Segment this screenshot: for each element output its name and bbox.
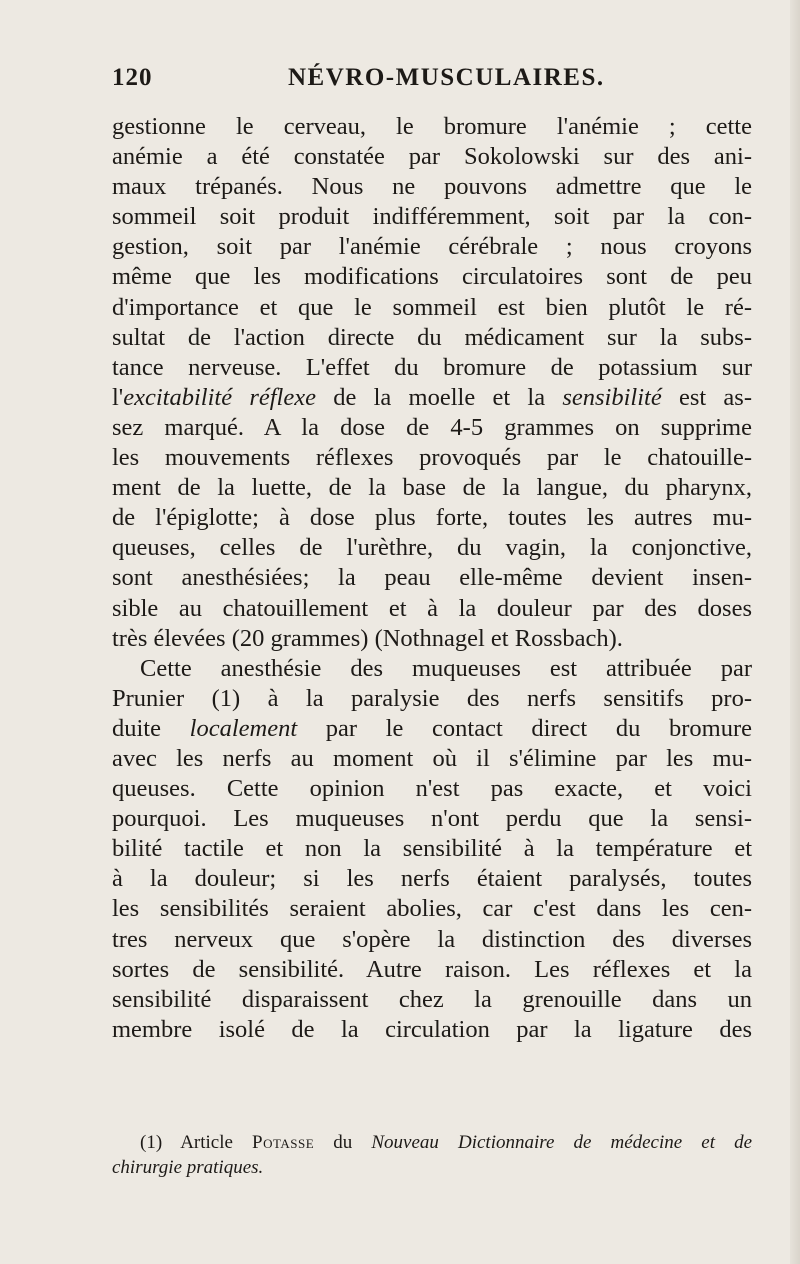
text-line: sez marqué. A la dose de 4-5 grammes on supprime (112, 413, 752, 441)
text-segment: l' (112, 383, 124, 411)
running-title: NÉVRO-MUSCULAIRES. (288, 64, 605, 91)
text-line: Cette anesthésie des muqueuses est attribuée par (140, 654, 752, 682)
text-line: Prunier (1) à la paralysie des nerfs sensitifs pro- (112, 684, 752, 712)
text-line: tance nerveuse. L'effet du bromure de potassium sur (112, 353, 752, 381)
text-line: sultat de l'action directe du médicament sur la subs- (112, 323, 752, 351)
text-line: anémie a été constatée par Sokolowski sur des ani- (112, 143, 752, 171)
page-edge (790, 0, 800, 1264)
text-line: sensibilité disparaissent chez la grenouille dans un (112, 985, 752, 1013)
text-segment: est as- (661, 383, 752, 411)
text-line: pourquoi. Les muqueuses n'ont perdu que la sensi- (112, 805, 752, 833)
text-segment: de la moelle et la (315, 383, 563, 411)
italic-phrase: excitabilité réflexe (123, 383, 316, 411)
text-line: même que les modifications circulatoires sont de peu (112, 263, 752, 291)
text-line: queuses. Cette opinion n'est pas exacte, et voici (112, 775, 752, 803)
text-segment: par le contact direct du bromure (297, 714, 752, 742)
text-line: sible au chatouillement et à la douleur par des doses (112, 594, 752, 622)
text-line: très élevées (20 grammes) (Nothnagel et Rossbach). (112, 624, 623, 652)
italic-phrase: Nouveau Dictionnaire de médecine et de (371, 1132, 753, 1153)
page-number: 120 (112, 64, 153, 91)
text-line: ment de la luette, de la base de la langue, du pharynx, (112, 474, 752, 502)
footnote-line (112, 1155, 752, 1180)
text-line (112, 714, 752, 744)
footnote (112, 1130, 752, 1180)
text-line: gestion, soit par l'anémie cérébrale ; nous croyons (112, 233, 752, 261)
italic-phrase: chirurgie pratiques. (112, 1157, 264, 1178)
italic-phrase: sensibilité (562, 383, 662, 411)
text-line (112, 383, 752, 413)
text-line: sont anesthésiées; la peau elle-même devient insen- (112, 564, 752, 592)
page-header (112, 64, 752, 98)
text-segment: (1) Article (140, 1132, 253, 1153)
text-line: sommeil soit produit indifféremment, soit par la con- (112, 203, 752, 231)
text-segment: du (314, 1132, 372, 1153)
text-line: tres nerveux que s'opère la distinction des diverses (112, 925, 752, 953)
text-line: avec les nerfs au moment où il s'élimine par les mu- (112, 744, 752, 772)
footnote-line (112, 1130, 752, 1155)
text-line: de l'épiglotte; à dose plus forte, toutes les autres mu- (112, 504, 752, 532)
text-line: gestionne le cerveau, le bromure l'anémie ; cette (112, 113, 752, 140)
text-line: membre isolé de la circulation par la ligature des (112, 1015, 752, 1043)
text-line: queuses, celles de l'urèthre, du vagin, la conjonctive, (112, 534, 752, 562)
text-line: sortes de sensibilité. Autre raison. Les réflexes et la (112, 955, 752, 983)
italic-phrase: localement (189, 714, 298, 742)
text-line: bilité tactile et non la sensibilité à la température et (112, 835, 752, 863)
smallcaps-word: Potasse (252, 1132, 315, 1153)
text-line: les sensibilités seraient abolies, car c'est dans les cen- (112, 895, 752, 923)
text-line: les mouvements réflexes provoqués par le chatouille- (112, 444, 752, 472)
text-segment: duite (112, 714, 190, 742)
text-line: à la douleur; si les nerfs étaient paralysés, toutes (112, 865, 752, 893)
text-line: d'importance et que le sommeil est bien plutôt le ré- (112, 293, 752, 321)
body-text (112, 112, 752, 1045)
text-line: maux trépanés. Nous ne pouvons admettre que le (112, 173, 752, 201)
